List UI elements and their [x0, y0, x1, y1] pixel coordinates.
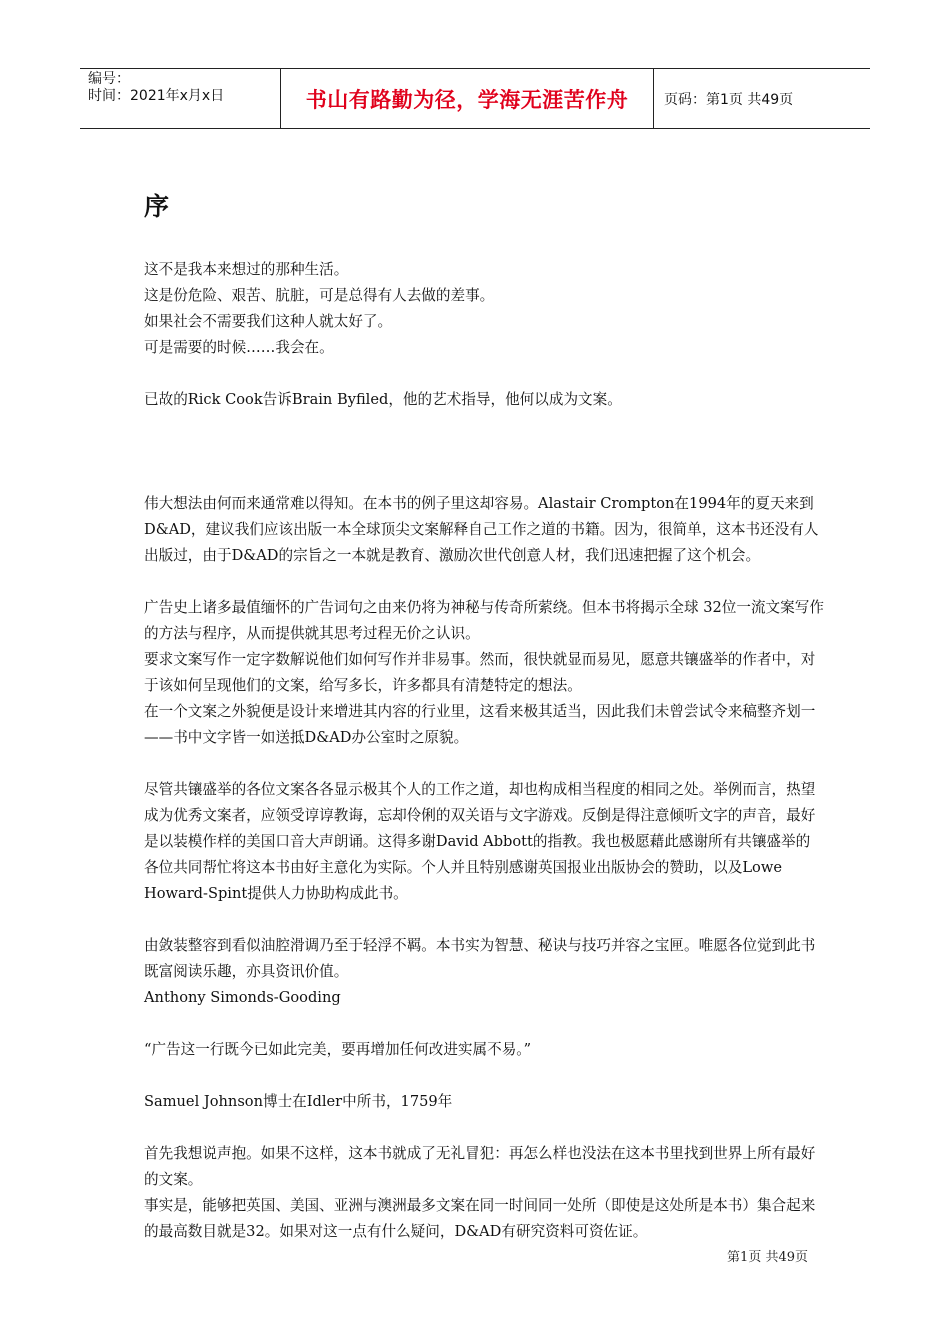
spacer	[144, 1011, 824, 1037]
spacer	[144, 907, 824, 933]
paragraph: 可是需要的时候……我会在。	[144, 339, 334, 356]
page-footer: 第1页 共49页	[727, 1250, 808, 1265]
quote: “广告这一行既今已如此完美，要再增加任何改进实属不易。”	[144, 1041, 532, 1058]
spacer	[144, 569, 824, 595]
document-number: 编号：	[88, 71, 130, 87]
page-title: 序	[144, 192, 170, 221]
spacer	[144, 751, 824, 777]
paragraph: 伟大想法由何而来通常难以得知。在本书的例子里这却容易。Alastair Crompton在1994年的夏天来到D&AD，建议我们应该出版一本全球顶尖文案解释自己工作之道的书籍。因为，很简单，这本书还没有人出版过，由于D&AD的宗旨之一本就是教育、激励次世代创意人材，我们迅速把握了这个机会。	[144, 495, 819, 564]
paragraph: 尽管共镶盛举的各位文案各各显示极其个人的工作之道，却也构成相当程度的相同之处。举例而言，热望成为优秀文案者，应领受谆谆教诲，忘却伶俐的双关语与文字游戏。反倒是得注意倾听文字的声音，最好是以装模作样的美国口音大声朗诵。这得多谢David Abbott的指教。我也极愿藉此感谢所有共镶盛举的各位共同帮忙将这本书由好主意化为实际。个人并且特别感谢英国报业出版协会的赞助，以及Lowe Howard-Spint提供人力协助构成此书。	[144, 781, 816, 902]
spacer	[144, 1115, 824, 1141]
header-meta	[80, 69, 281, 128]
spacer	[144, 1063, 824, 1089]
paragraph: 首先我想说声抱。如果不这样，这本书就成了无礼冒犯：再怎么样也没法在这本书里找到世界上所有最好的文案。	[144, 1145, 816, 1188]
header-page-number: 页码：第1页 共49页	[664, 91, 794, 108]
paragraph: 由敛装整容到看似油腔滑调乃至于轻浮不羁。本书实为智慧、秘诀与技巧并容之宝匣。唯愿各位觉到此书既富阅读乐趣，亦具资讯价值。	[144, 937, 816, 980]
paragraph: 这是份危险、艰苦、肮脏，可是总得有人去做的差事。	[144, 287, 495, 304]
paragraph: 事实是，能够把英国、美国、亚洲与澳洲最多文案在同一时间同一处所（即使是这处所是本书）集合起来的最高数目就是32。如果对这一点有什么疑问，D&AD有研究资料可资佐证。	[144, 1197, 816, 1240]
paragraph: 已故的Rick Cook告诉Brain Byfiled，他的艺术指导，他何以成为文案。	[144, 391, 622, 408]
spacer	[144, 465, 824, 491]
header-slogan: 书山有路勤为径，学海无涯苦作舟	[281, 69, 654, 128]
document-date: 时间：2021年x月x日	[88, 88, 225, 104]
paragraph: 广告史上诸多最值缅怀的广告词句之由来仍将为神秘与传奇所萦绕。但本书将揭示全球 32位一流文案写作的方法与程序，从而提供就其思考过程无价之认识。	[144, 599, 824, 642]
paragraph: 这不是我本来想过的那种生活。	[144, 261, 349, 278]
spacer	[144, 361, 824, 387]
paragraph: 如果社会不需要我们这种人就太好了。	[144, 313, 393, 330]
document-body	[144, 257, 824, 1245]
spacer	[144, 413, 824, 465]
paragraph: 在一个文案之外貌便是设计来增进其内容的行业里，这看来极其适当，因此我们未曾尝试令来稿整齐划一——书中文字皆一如送抵D&AD办公室时之原貌。	[144, 703, 816, 746]
paragraph: 要求文案写作一定字数解说他们如何写作并非易事。然而，很快就显而易见，愿意共镶盛举的作者中，对于该如何呈现他们的文案，给写多长，许多都具有清楚特定的想法。	[144, 651, 816, 694]
author-signature: Anthony Simonds-Gooding	[144, 989, 341, 1006]
quote-attribution: Samuel Johnson博士在Idler中所书，1759年	[144, 1093, 453, 1110]
page-header	[80, 68, 870, 129]
